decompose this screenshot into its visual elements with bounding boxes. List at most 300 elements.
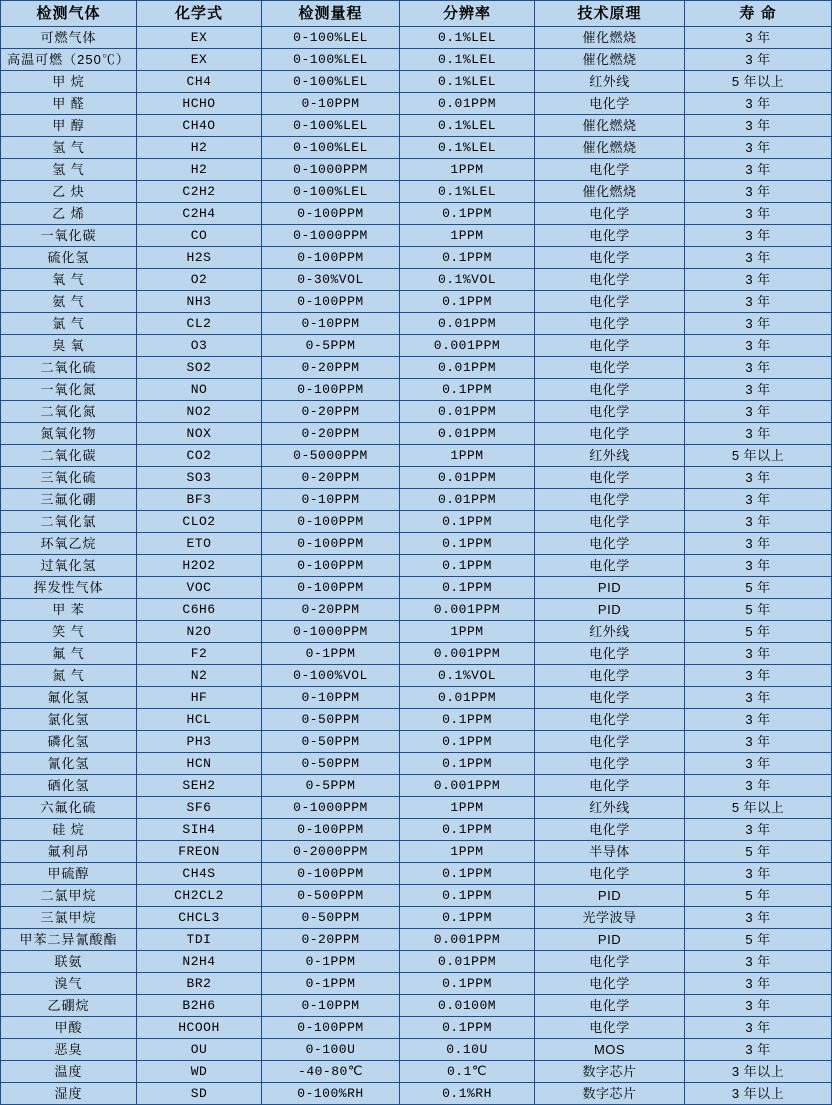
- cell-lifetime: 5 年以上: [685, 445, 832, 467]
- cell-gas-name: 氟化氢: [1, 687, 137, 709]
- cell-lifetime: 3 年: [685, 423, 832, 445]
- cell-resolution: 0.1%LEL: [400, 71, 535, 93]
- cell-lifetime: 3 年: [685, 203, 832, 225]
- cell-chemical-formula: SO3: [137, 467, 262, 489]
- cell-gas-name: 氯 气: [1, 313, 137, 335]
- table-row: [1, 115, 832, 137]
- cell-chemical-formula: HF: [137, 687, 262, 709]
- cell-technology: PID: [535, 885, 685, 907]
- cell-detection-range: 0-100%LEL: [262, 181, 400, 203]
- cell-lifetime: 3 年: [685, 753, 832, 775]
- table-row: [1, 753, 832, 775]
- cell-chemical-formula: HCHO: [137, 93, 262, 115]
- cell-detection-range: 0-100PPM: [262, 511, 400, 533]
- table-row: [1, 599, 832, 621]
- cell-lifetime: 3 年: [685, 269, 832, 291]
- cell-technology: 电化学: [535, 93, 685, 115]
- cell-detection-range: 0-100%RH: [262, 1083, 400, 1105]
- cell-lifetime: 5 年以上: [685, 797, 832, 819]
- cell-technology: 电化学: [535, 357, 685, 379]
- cell-detection-range: 0-100PPM: [262, 291, 400, 313]
- cell-detection-range: 0-100PPM: [262, 577, 400, 599]
- cell-lifetime: 3 年: [685, 357, 832, 379]
- cell-gas-name: 三氯甲烷: [1, 907, 137, 929]
- table-row: [1, 687, 832, 709]
- cell-chemical-formula: NO2: [137, 401, 262, 423]
- cell-lifetime: 3 年: [685, 731, 832, 753]
- cell-technology: 电化学: [535, 203, 685, 225]
- cell-chemical-formula: HCL: [137, 709, 262, 731]
- cell-chemical-formula: N2O: [137, 621, 262, 643]
- cell-chemical-formula: FREON: [137, 841, 262, 863]
- cell-gas-name: 笑 气: [1, 621, 137, 643]
- cell-gas-name: 甲 醇: [1, 115, 137, 137]
- cell-detection-range: 0-2000PPM: [262, 841, 400, 863]
- table-row: [1, 577, 832, 599]
- cell-lifetime: 3 年: [685, 819, 832, 841]
- table-row: [1, 1039, 832, 1061]
- cell-lifetime: 3 年: [685, 159, 832, 181]
- column-header-detection-range: 检测量程: [262, 1, 400, 27]
- table-row: [1, 357, 832, 379]
- cell-gas-name: 氮氧化物: [1, 423, 137, 445]
- cell-detection-range: 0-30%VOL: [262, 269, 400, 291]
- cell-gas-name: 乙 炔: [1, 181, 137, 203]
- cell-technology: 电化学: [535, 401, 685, 423]
- cell-gas-name: 二氧化硫: [1, 357, 137, 379]
- table-row: [1, 159, 832, 181]
- table-row: [1, 621, 832, 643]
- cell-detection-range: 0-100%VOL: [262, 665, 400, 687]
- cell-resolution: 0.001PPM: [400, 929, 535, 951]
- cell-chemical-formula: CH4S: [137, 863, 262, 885]
- cell-technology: 电化学: [535, 379, 685, 401]
- cell-gas-name: 环氧乙烷: [1, 533, 137, 555]
- cell-chemical-formula: SD: [137, 1083, 262, 1105]
- cell-lifetime: 3 年: [685, 665, 832, 687]
- cell-detection-range: 0-1000PPM: [262, 621, 400, 643]
- cell-detection-range: 0-100PPM: [262, 203, 400, 225]
- table-row: [1, 1017, 832, 1039]
- cell-lifetime: 3 年: [685, 555, 832, 577]
- table-row: [1, 533, 832, 555]
- cell-chemical-formula: C2H4: [137, 203, 262, 225]
- cell-chemical-formula: SO2: [137, 357, 262, 379]
- cell-gas-name: 过氧化氢: [1, 555, 137, 577]
- cell-lifetime: 3 年: [685, 643, 832, 665]
- cell-lifetime: 3 年: [685, 511, 832, 533]
- cell-resolution: 1PPM: [400, 797, 535, 819]
- cell-resolution: 1PPM: [400, 621, 535, 643]
- cell-chemical-formula: SIH4: [137, 819, 262, 841]
- cell-chemical-formula: ETO: [137, 533, 262, 555]
- cell-lifetime: 3 年: [685, 181, 832, 203]
- table-row: [1, 797, 832, 819]
- cell-detection-range: 0-20PPM: [262, 401, 400, 423]
- cell-lifetime: 3 年: [685, 775, 832, 797]
- cell-detection-range: 0-100%LEL: [262, 49, 400, 71]
- cell-technology: 电化学: [535, 863, 685, 885]
- cell-resolution: 0.1%LEL: [400, 115, 535, 137]
- cell-detection-range: 0-10PPM: [262, 313, 400, 335]
- cell-chemical-formula: VOC: [137, 577, 262, 599]
- cell-lifetime: 5 年: [685, 929, 832, 951]
- cell-gas-name: 硒化氢: [1, 775, 137, 797]
- cell-resolution: 0.001PPM: [400, 775, 535, 797]
- cell-lifetime: 3 年: [685, 1039, 832, 1061]
- table-row: [1, 841, 832, 863]
- cell-resolution: 0.1%VOL: [400, 665, 535, 687]
- cell-technology: 催化燃烧: [535, 27, 685, 49]
- cell-gas-name: 氯化氢: [1, 709, 137, 731]
- table-row: [1, 929, 832, 951]
- cell-detection-range: 0-20PPM: [262, 929, 400, 951]
- cell-gas-name: 联氨: [1, 951, 137, 973]
- cell-resolution: 0.1%LEL: [400, 49, 535, 71]
- cell-technology: 电化学: [535, 665, 685, 687]
- cell-chemical-formula: O3: [137, 335, 262, 357]
- table-row: [1, 467, 832, 489]
- table-row: [1, 401, 832, 423]
- cell-resolution: 0.1PPM: [400, 379, 535, 401]
- cell-gas-name: 氧 气: [1, 269, 137, 291]
- table-row: [1, 709, 832, 731]
- cell-technology: 电化学: [535, 159, 685, 181]
- cell-detection-range: 0-50PPM: [262, 753, 400, 775]
- cell-gas-name: 三氧化硫: [1, 467, 137, 489]
- cell-gas-name: 氟利昂: [1, 841, 137, 863]
- cell-technology: 电化学: [535, 423, 685, 445]
- cell-technology: 红外线: [535, 797, 685, 819]
- cell-resolution: 1PPM: [400, 841, 535, 863]
- cell-chemical-formula: HCOOH: [137, 1017, 262, 1039]
- cell-gas-name: 二氧化氯: [1, 511, 137, 533]
- cell-technology: 光学波导: [535, 907, 685, 929]
- cell-detection-range: 0-10PPM: [262, 489, 400, 511]
- cell-technology: 电化学: [535, 555, 685, 577]
- cell-technology: 催化燃烧: [535, 137, 685, 159]
- cell-lifetime: 5 年: [685, 841, 832, 863]
- cell-gas-name: 甲 烷: [1, 71, 137, 93]
- cell-technology: 半导体: [535, 841, 685, 863]
- cell-lifetime: 3 年: [685, 291, 832, 313]
- table-row: [1, 247, 832, 269]
- cell-chemical-formula: CL2: [137, 313, 262, 335]
- table-header-row: [1, 1, 832, 27]
- cell-technology: 电化学: [535, 313, 685, 335]
- cell-detection-range: 0-5000PPM: [262, 445, 400, 467]
- cell-lifetime: 3 年: [685, 709, 832, 731]
- cell-detection-range: 0-1000PPM: [262, 797, 400, 819]
- cell-resolution: 0.001PPM: [400, 643, 535, 665]
- cell-technology: 电化学: [535, 731, 685, 753]
- cell-detection-range: 0-20PPM: [262, 423, 400, 445]
- cell-gas-name: 二氯甲烷: [1, 885, 137, 907]
- cell-gas-name: 高温可燃（250℃）: [1, 49, 137, 71]
- cell-detection-range: 0-10PPM: [262, 93, 400, 115]
- cell-lifetime: 3 年以上: [685, 1061, 832, 1083]
- cell-resolution: 0.1PPM: [400, 863, 535, 885]
- cell-technology: 电化学: [535, 247, 685, 269]
- cell-resolution: 0.1℃: [400, 1061, 535, 1083]
- cell-resolution: 0.1PPM: [400, 907, 535, 929]
- cell-detection-range: 0-100PPM: [262, 819, 400, 841]
- cell-technology: 电化学: [535, 225, 685, 247]
- cell-gas-name: 二氧化碳: [1, 445, 137, 467]
- table-row: [1, 665, 832, 687]
- cell-resolution: 0.10U: [400, 1039, 535, 1061]
- cell-gas-name: 氢 气: [1, 159, 137, 181]
- cell-resolution: 0.01PPM: [400, 467, 535, 489]
- cell-technology: 电化学: [535, 269, 685, 291]
- cell-detection-range: 0-100PPM: [262, 555, 400, 577]
- cell-resolution: 0.1PPM: [400, 973, 535, 995]
- cell-lifetime: 3 年: [685, 863, 832, 885]
- cell-lifetime: 3 年: [685, 225, 832, 247]
- cell-detection-range: 0-50PPM: [262, 907, 400, 929]
- cell-gas-name: 可燃气体: [1, 27, 137, 49]
- table-row: [1, 973, 832, 995]
- cell-lifetime: 3 年: [685, 247, 832, 269]
- cell-resolution: 0.1%LEL: [400, 27, 535, 49]
- cell-technology: 电化学: [535, 753, 685, 775]
- table-row: [1, 775, 832, 797]
- table-row: [1, 489, 832, 511]
- cell-gas-name: 三氟化硼: [1, 489, 137, 511]
- cell-chemical-formula: CLO2: [137, 511, 262, 533]
- cell-gas-name: 乙 烯: [1, 203, 137, 225]
- cell-lifetime: 3 年: [685, 137, 832, 159]
- cell-detection-range: 0-1000PPM: [262, 159, 400, 181]
- table-row: [1, 863, 832, 885]
- cell-resolution: 0.1PPM: [400, 577, 535, 599]
- cell-resolution: 0.01PPM: [400, 313, 535, 335]
- cell-chemical-formula: H2S: [137, 247, 262, 269]
- table-row: [1, 1083, 832, 1105]
- cell-technology: 红外线: [535, 621, 685, 643]
- cell-chemical-formula: CHCL3: [137, 907, 262, 929]
- table-body: [1, 27, 832, 1105]
- cell-detection-range: 0-100PPM: [262, 379, 400, 401]
- cell-lifetime: 3 年: [685, 1017, 832, 1039]
- cell-chemical-formula: N2H4: [137, 951, 262, 973]
- cell-technology: 数字芯片: [535, 1083, 685, 1105]
- cell-technology: 电化学: [535, 995, 685, 1017]
- cell-lifetime: 3 年: [685, 489, 832, 511]
- cell-technology: 催化燃烧: [535, 49, 685, 71]
- cell-technology: 数字芯片: [535, 1061, 685, 1083]
- cell-chemical-formula: SEH2: [137, 775, 262, 797]
- cell-chemical-formula: OU: [137, 1039, 262, 1061]
- cell-technology: 电化学: [535, 335, 685, 357]
- cell-gas-name: 氢 气: [1, 137, 137, 159]
- cell-detection-range: 0-500PPM: [262, 885, 400, 907]
- cell-technology: MOS: [535, 1039, 685, 1061]
- cell-chemical-formula: CO2: [137, 445, 262, 467]
- cell-lifetime: 3 年: [685, 907, 832, 929]
- column-header-gas-name: 检测气体: [1, 1, 137, 27]
- table-row: [1, 445, 832, 467]
- cell-lifetime: 3 年: [685, 335, 832, 357]
- table-row: [1, 907, 832, 929]
- cell-lifetime: 3 年: [685, 687, 832, 709]
- cell-resolution: 0.1PPM: [400, 511, 535, 533]
- table-row: [1, 137, 832, 159]
- cell-gas-name: 甲 醛: [1, 93, 137, 115]
- cell-resolution: 0.1PPM: [400, 555, 535, 577]
- cell-detection-range: 0-1PPM: [262, 951, 400, 973]
- cell-gas-name: 乙硼烷: [1, 995, 137, 1017]
- cell-technology: 电化学: [535, 467, 685, 489]
- cell-detection-range: 0-100PPM: [262, 1017, 400, 1039]
- cell-resolution: 0.1PPM: [400, 291, 535, 313]
- cell-detection-range: 0-20PPM: [262, 357, 400, 379]
- cell-gas-name: 甲酸: [1, 1017, 137, 1039]
- table-row: [1, 379, 832, 401]
- cell-chemical-formula: NO: [137, 379, 262, 401]
- cell-chemical-formula: CH4: [137, 71, 262, 93]
- cell-chemical-formula: B2H6: [137, 995, 262, 1017]
- cell-detection-range: 0-20PPM: [262, 467, 400, 489]
- cell-resolution: 0.0100M: [400, 995, 535, 1017]
- cell-technology: 电化学: [535, 511, 685, 533]
- cell-detection-range: 0-1PPM: [262, 973, 400, 995]
- cell-gas-name: 氟 气: [1, 643, 137, 665]
- cell-technology: 电化学: [535, 687, 685, 709]
- cell-lifetime: 3 年: [685, 379, 832, 401]
- cell-detection-range: 0-100%LEL: [262, 137, 400, 159]
- cell-detection-range: 0-100%LEL: [262, 115, 400, 137]
- cell-resolution: 0.001PPM: [400, 599, 535, 621]
- cell-lifetime: 5 年: [685, 885, 832, 907]
- cell-technology: 红外线: [535, 445, 685, 467]
- cell-technology: 电化学: [535, 489, 685, 511]
- cell-detection-range: 0-100%LEL: [262, 71, 400, 93]
- cell-gas-name: 六氟化硫: [1, 797, 137, 819]
- cell-lifetime: 3 年: [685, 995, 832, 1017]
- cell-resolution: 1PPM: [400, 225, 535, 247]
- cell-chemical-formula: O2: [137, 269, 262, 291]
- cell-chemical-formula: CH4O: [137, 115, 262, 137]
- column-header-chemical-formula: 化学式: [137, 1, 262, 27]
- table-row: [1, 27, 832, 49]
- cell-technology: 电化学: [535, 643, 685, 665]
- cell-technology: 催化燃烧: [535, 115, 685, 137]
- cell-detection-range: 0-1PPM: [262, 643, 400, 665]
- cell-gas-name: 甲硫醇: [1, 863, 137, 885]
- table-header: [1, 1, 832, 27]
- cell-resolution: 0.1%RH: [400, 1083, 535, 1105]
- cell-detection-range: 0-100PPM: [262, 247, 400, 269]
- cell-detection-range: -40-80℃: [262, 1061, 400, 1083]
- cell-resolution: 0.01PPM: [400, 423, 535, 445]
- cell-resolution: 1PPM: [400, 159, 535, 181]
- cell-resolution: 0.1%LEL: [400, 181, 535, 203]
- cell-gas-name: 恶臭: [1, 1039, 137, 1061]
- cell-resolution: 0.1PPM: [400, 203, 535, 225]
- table-row: [1, 643, 832, 665]
- cell-chemical-formula: EX: [137, 27, 262, 49]
- cell-lifetime: 5 年以上: [685, 71, 832, 93]
- table-row: [1, 291, 832, 313]
- cell-detection-range: 0-1000PPM: [262, 225, 400, 247]
- cell-chemical-formula: SF6: [137, 797, 262, 819]
- cell-chemical-formula: WD: [137, 1061, 262, 1083]
- cell-technology: 电化学: [535, 291, 685, 313]
- cell-technology: 催化燃烧: [535, 181, 685, 203]
- cell-chemical-formula: F2: [137, 643, 262, 665]
- table-row: [1, 819, 832, 841]
- cell-technology: 电化学: [535, 819, 685, 841]
- table-row: [1, 335, 832, 357]
- cell-lifetime: 5 年: [685, 599, 832, 621]
- cell-resolution: 0.1PPM: [400, 247, 535, 269]
- table-row: [1, 995, 832, 1017]
- cell-resolution: 0.01PPM: [400, 687, 535, 709]
- cell-technology: 电化学: [535, 1017, 685, 1039]
- cell-chemical-formula: CO: [137, 225, 262, 247]
- cell-chemical-formula: NH3: [137, 291, 262, 313]
- cell-resolution: 0.01PPM: [400, 93, 535, 115]
- table-row: [1, 555, 832, 577]
- cell-detection-range: 0-100PPM: [262, 863, 400, 885]
- cell-technology: 红外线: [535, 71, 685, 93]
- cell-lifetime: 3 年: [685, 401, 832, 423]
- cell-lifetime: 3 年: [685, 27, 832, 49]
- cell-resolution: 0.1PPM: [400, 819, 535, 841]
- cell-gas-name: 挥发性气体: [1, 577, 137, 599]
- table-row: [1, 71, 832, 93]
- cell-chemical-formula: NOX: [137, 423, 262, 445]
- cell-resolution: 0.1PPM: [400, 533, 535, 555]
- cell-resolution: 1PPM: [400, 445, 535, 467]
- cell-chemical-formula: C6H6: [137, 599, 262, 621]
- cell-detection-range: 0-50PPM: [262, 731, 400, 753]
- cell-chemical-formula: HCN: [137, 753, 262, 775]
- cell-technology: PID: [535, 929, 685, 951]
- cell-resolution: 0.01PPM: [400, 357, 535, 379]
- table-row: [1, 49, 832, 71]
- cell-gas-name: 一氧化碳: [1, 225, 137, 247]
- cell-lifetime: 3 年: [685, 533, 832, 555]
- table-row: [1, 313, 832, 335]
- cell-resolution: 0.01PPM: [400, 951, 535, 973]
- cell-lifetime: 3 年: [685, 115, 832, 137]
- cell-gas-name: 硅 烷: [1, 819, 137, 841]
- cell-chemical-formula: N2: [137, 665, 262, 687]
- cell-gas-name: 一氧化氮: [1, 379, 137, 401]
- cell-resolution: 0.1PPM: [400, 731, 535, 753]
- cell-chemical-formula: BR2: [137, 973, 262, 995]
- cell-gas-name: 臭 氧: [1, 335, 137, 357]
- cell-technology: PID: [535, 599, 685, 621]
- cell-gas-name: 磷化氢: [1, 731, 137, 753]
- cell-detection-range: 0-20PPM: [262, 599, 400, 621]
- cell-chemical-formula: EX: [137, 49, 262, 71]
- cell-detection-range: 0-50PPM: [262, 709, 400, 731]
- column-header-lifetime: 寿 命: [685, 1, 832, 27]
- cell-detection-range: 0-100U: [262, 1039, 400, 1061]
- table-row: [1, 731, 832, 753]
- cell-gas-name: 硫化氢: [1, 247, 137, 269]
- cell-detection-range: 0-100%LEL: [262, 27, 400, 49]
- table-row: [1, 269, 832, 291]
- cell-chemical-formula: H2: [137, 159, 262, 181]
- cell-gas-name: 氮 气: [1, 665, 137, 687]
- cell-detection-range: 0-100PPM: [262, 533, 400, 555]
- table-row: [1, 885, 832, 907]
- cell-gas-name: 二氧化氮: [1, 401, 137, 423]
